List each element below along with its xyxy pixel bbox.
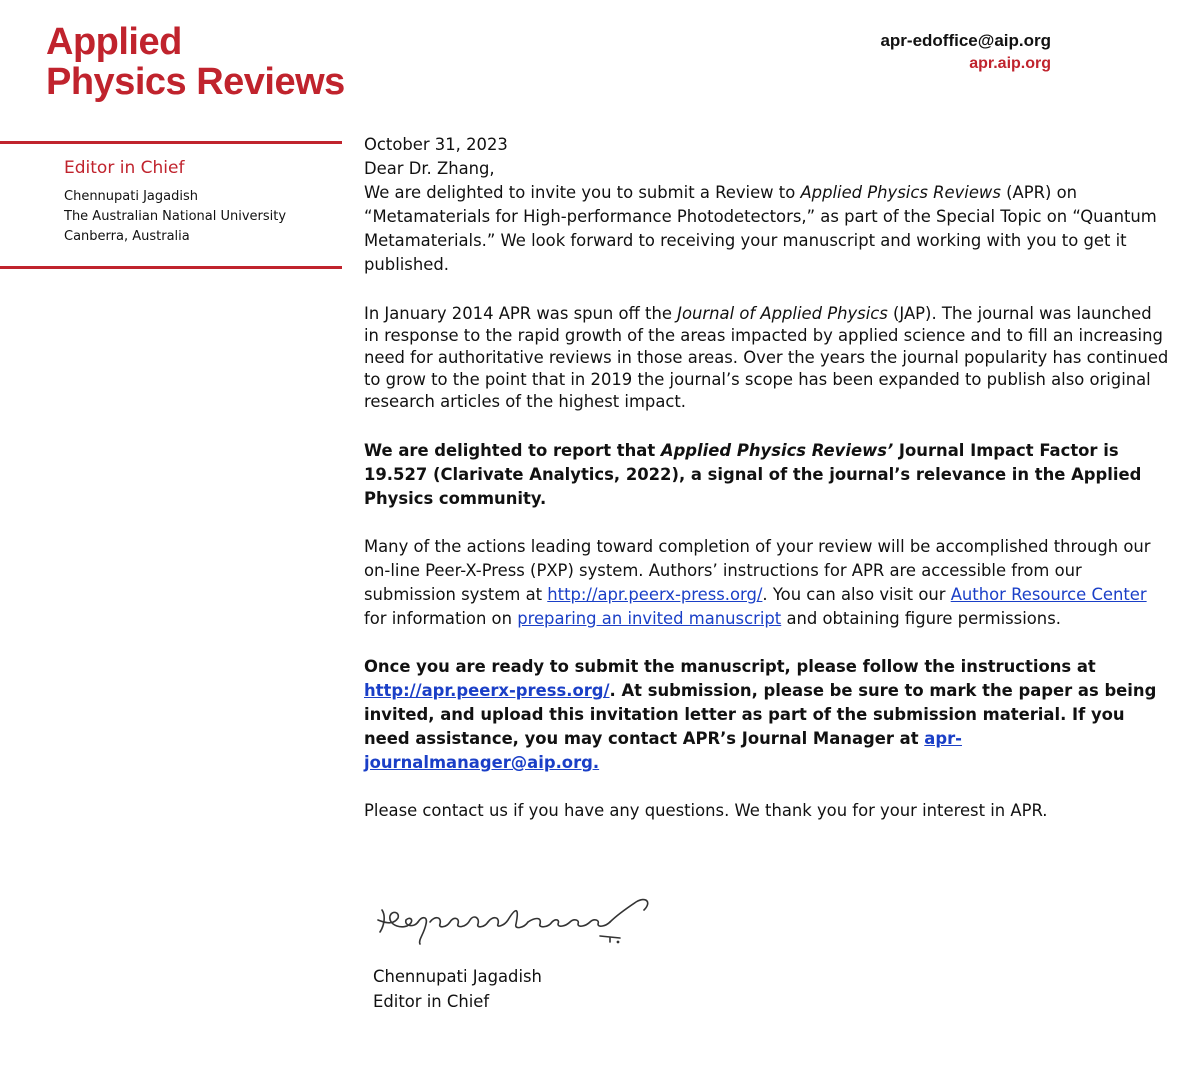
p4-text-3: for information on (364, 609, 518, 628)
p5-text-2: . At submission, please be sure to mark the paper as being invited, and upload this invitation letter as part of the submission material. If you need assistance, you may contact APR’s Journal Manager at (364, 681, 1157, 748)
journal-website: apr.aip.org (969, 55, 1051, 72)
p3-text-1: We are delighted to report that (364, 441, 661, 460)
sidebar-affiliation: The Australian National University (64, 209, 287, 224)
handwritten-signature (374, 880, 664, 952)
p2-text-1: In January 2014 APR was spun off the (364, 304, 678, 323)
signer-block (373, 964, 542, 1014)
signer-title: Editor in Chief (373, 992, 490, 1011)
author-resource-center-link[interactable]: Author Resource Center (950, 585, 1147, 604)
p4-text-2: . You can also visit our (762, 585, 951, 604)
p2-journal-name: Journal of Applied Physics (677, 304, 888, 323)
editorial-email: apr-edoffice@aip.org (880, 31, 1051, 50)
letter-date: October 31, 2023 (364, 135, 508, 154)
paragraph-submission-instructions (364, 655, 1169, 775)
paragraph-closing: Please contact us if you have any questions. We thank you for your interest in APR. (364, 801, 1048, 820)
p5-text-1: Once you are ready to submit the manuscript, please follow the instructions at (364, 657, 1096, 676)
logo-line-2: Physics Reviews (46, 61, 345, 103)
paragraph-history (364, 303, 1169, 413)
paragraph-impact-factor (364, 439, 1169, 511)
paragraph-submission-system (364, 535, 1169, 631)
logo-line-1: Applied (46, 21, 182, 63)
journal-logo (46, 22, 345, 102)
editor-sidebar (64, 157, 286, 247)
p2-text-2: (JAP). The journal was launched in response to the rapid growth of the areas impacted by applied science and to fill an increasing need for authoritative reviews in those areas. Over the years the journal popularity has continued to grow to the point that in 2019 the journal’s scope has been expanded to publish also original research articles of the highest impact. (364, 304, 1169, 411)
peerx-press-link[interactable]: http://apr.peerx-press.org/ (547, 585, 763, 604)
journal-manager-email-link[interactable]: apr-journalmanager@aip.org. (364, 729, 962, 772)
p3-text-2: Journal Impact Factor is 19.527 (Clarivate Analytics, 2022), a signal of the journal’s relevance in the Applied Physics community. (364, 441, 1142, 508)
sidebar-name: Chennupati Jagadish (64, 189, 198, 204)
signer-name: Chennupati Jagadish (373, 967, 542, 986)
sidebar-role: Editor in Chief (64, 158, 185, 178)
p1-journal-name: Applied Physics Reviews (800, 183, 1001, 202)
p1-text-2: (APR) on “Metamaterials for High-performance Photodetectors,” as part of the Special Topic on “Quantum Metamaterials.” We look forward to receiving your manuscript and working with you to get it published. (364, 183, 1157, 274)
letter-greeting: Dear Dr. Zhang, (364, 159, 495, 178)
sidebar-top-rule (0, 141, 342, 144)
peerx-press-link-2[interactable]: http://apr.peerx-press.org/ (364, 681, 610, 700)
p4-text-1: Many of the actions leading toward completion of your review will be accomplished through our on-line Peer-X-Press (PXP) system. Authors’ instructions for APR are accessible from our submission system at (364, 537, 1151, 604)
sidebar-location: Canberra, Australia (64, 229, 190, 244)
p4-text-4: and obtaining figure permissions. (781, 609, 1061, 628)
paragraph-invitation (364, 181, 1169, 277)
invited-manuscript-link[interactable]: preparing an invited manuscript (517, 609, 782, 628)
p1-text-1: We are delighted to invite you to submit a Review to (364, 183, 801, 202)
letter-body (364, 133, 1169, 823)
p3-journal-name: Applied Physics Reviews’ (660, 441, 894, 460)
sidebar-bottom-rule (0, 266, 342, 269)
contact-block (880, 30, 1051, 75)
